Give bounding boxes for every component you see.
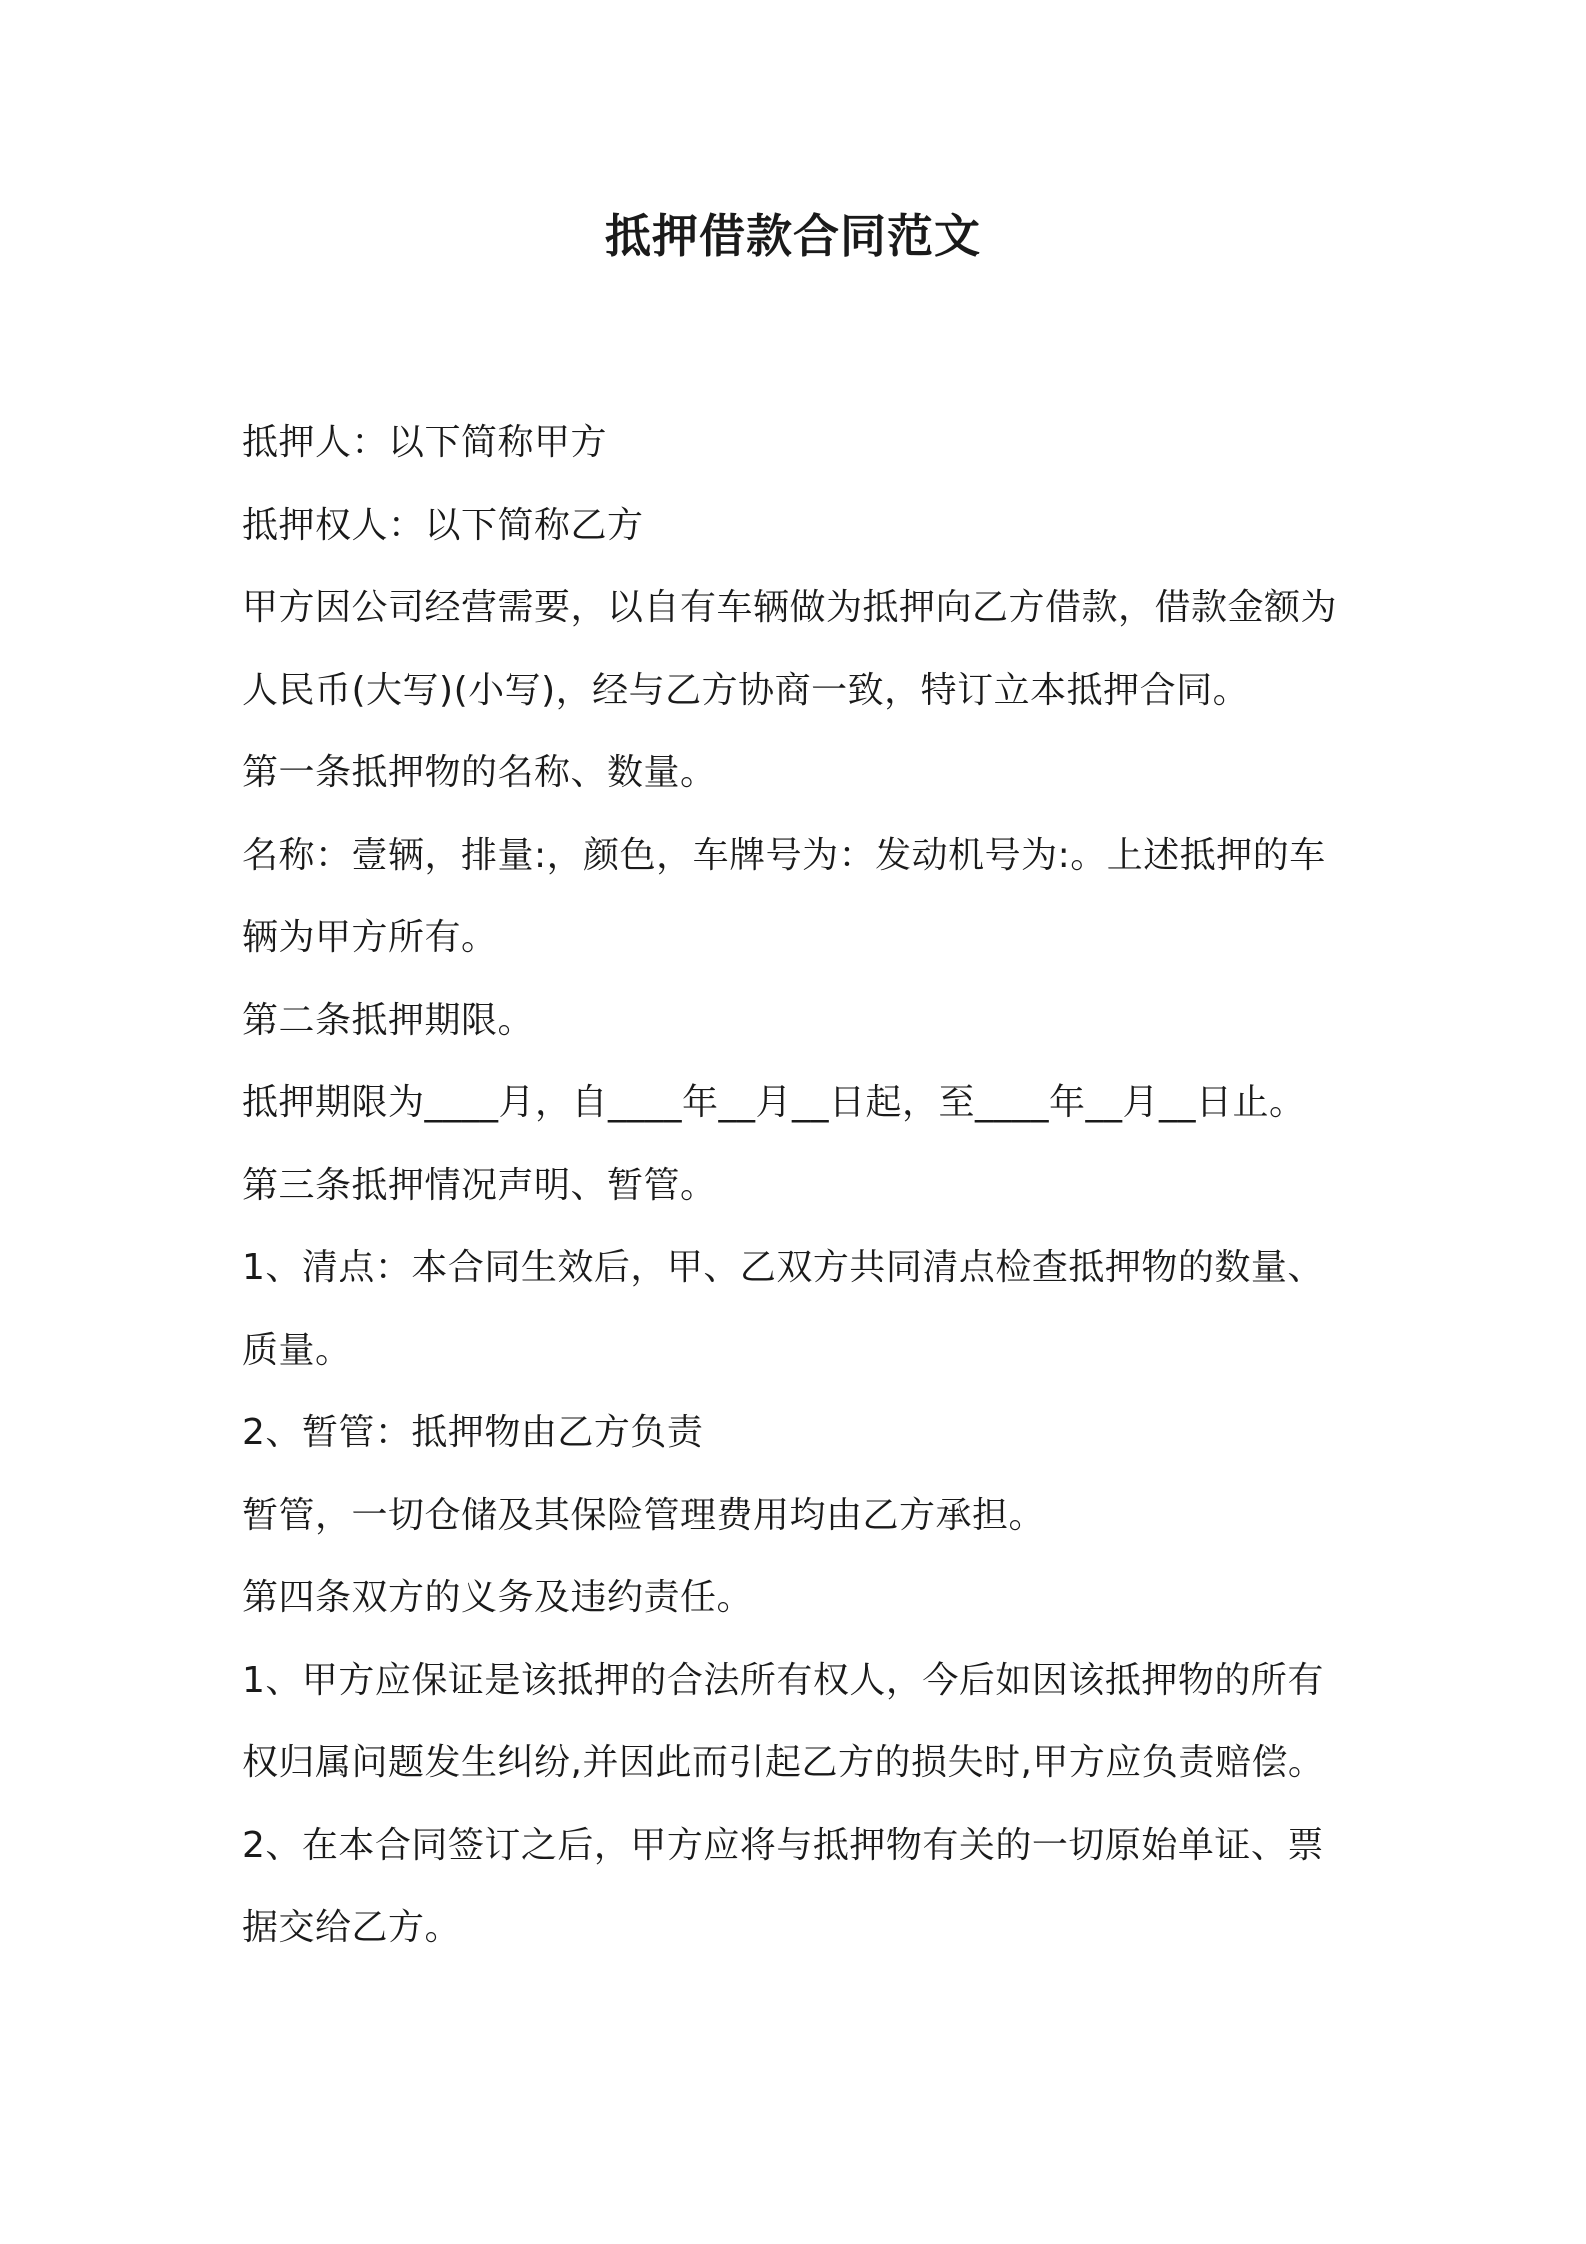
paragraph-line: 质量。 [242,1329,352,1371]
document-title: 抵押借款合同范文 [605,209,981,263]
document-body [242,402,1352,1970]
line-mortgagee: 抵押权人：以下简称乙方 [242,504,644,546]
paragraph-line: 2、暂管：抵押物由乙方负责 [242,1412,704,1453]
paragraph-line: 1、甲方应保证是该抵押的合法所有权人，今后如因该抵押物的所有 [242,1659,1324,1701]
paragraph-line: 暂管，一切仓储及其保险管理费用均由乙方承担。 [242,1494,1046,1536]
paragraph-line: 抵押期限为____月，自____年__月__日起，至____年__月__日止。 [242,1082,1306,1123]
paragraph-line: 据交给乙方。 [242,1907,462,1948]
paragraph-line: 1、清点：本合同生效后，甲、乙双方共同清点检查抵押物的数量、 [242,1247,1324,1288]
article-1-heading: 第一条抵押物的名称、数量。 [242,752,717,793]
article-2-heading: 第二条抵押期限。 [242,999,535,1041]
paragraph-line: 名称：壹辆，排量:，颜色，车牌号为：发动机号为:。上述抵押的车 [242,834,1326,876]
paragraph-line: 辆为甲方所有。 [242,917,498,958]
paragraph-line: 2、在本合同签订之后，甲方应将与抵押物有关的一切原始单证、票 [242,1824,1324,1866]
paragraph-line: 人民币(大写)(小写)，经与乙方协商一致，特订立本抵押合同。 [242,669,1250,711]
article-3-heading: 第三条抵押情况声明、暂管。 [242,1164,717,1206]
line-mortgagor: 抵押人：以下简称甲方 [242,422,608,463]
article-4-heading: 第四条双方的义务及违约责任。 [242,1577,754,1618]
paragraph-line: 权归属问题发生纠纷,并因此而引起乙方的损失时,甲方应负责赔偿。 [242,1742,1325,1783]
paragraph-line: 甲方因公司经营需要，以自有车辆做为抵押向乙方借款，借款金额为 [242,587,1338,628]
